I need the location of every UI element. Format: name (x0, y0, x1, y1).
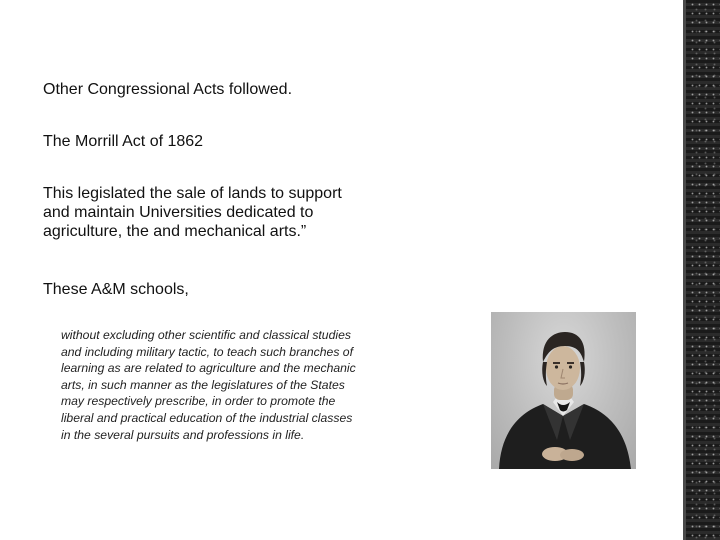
description-line-1: This legislated the sale of lands to support (43, 185, 342, 202)
quote-line: learning as are related to agriculture and the mechanic (61, 361, 356, 376)
edge-texture (689, 0, 720, 540)
quote-line: arts, in such manner as the legislatures of the States (61, 377, 345, 392)
act-quote (61, 327, 481, 443)
quote-line: and including military tactic, to teach such branches of (61, 344, 353, 359)
portrait-illustration (491, 312, 636, 469)
intro-paragraph: Other Congressional Acts followed. (43, 81, 293, 98)
quote-line: liberal and practical education of the industrial classes (61, 410, 353, 425)
quote-line: may respectively prescribe, in order to promote the (61, 394, 336, 409)
schools-paragraph: These A&M schools, (43, 281, 189, 298)
quote-line: in the several pursuits and professions in life. (61, 427, 305, 442)
portrait-photo (491, 312, 636, 469)
description-line-3: agriculture, the and mechanical arts.” (43, 223, 307, 240)
description-line-2: and maintain Universities dedicated to (43, 204, 314, 221)
decorative-edge-band (683, 0, 720, 540)
section-heading: The Morrill Act of 1862 (43, 133, 204, 150)
quote-line: without excluding other scientific and classical studies (61, 328, 351, 342)
